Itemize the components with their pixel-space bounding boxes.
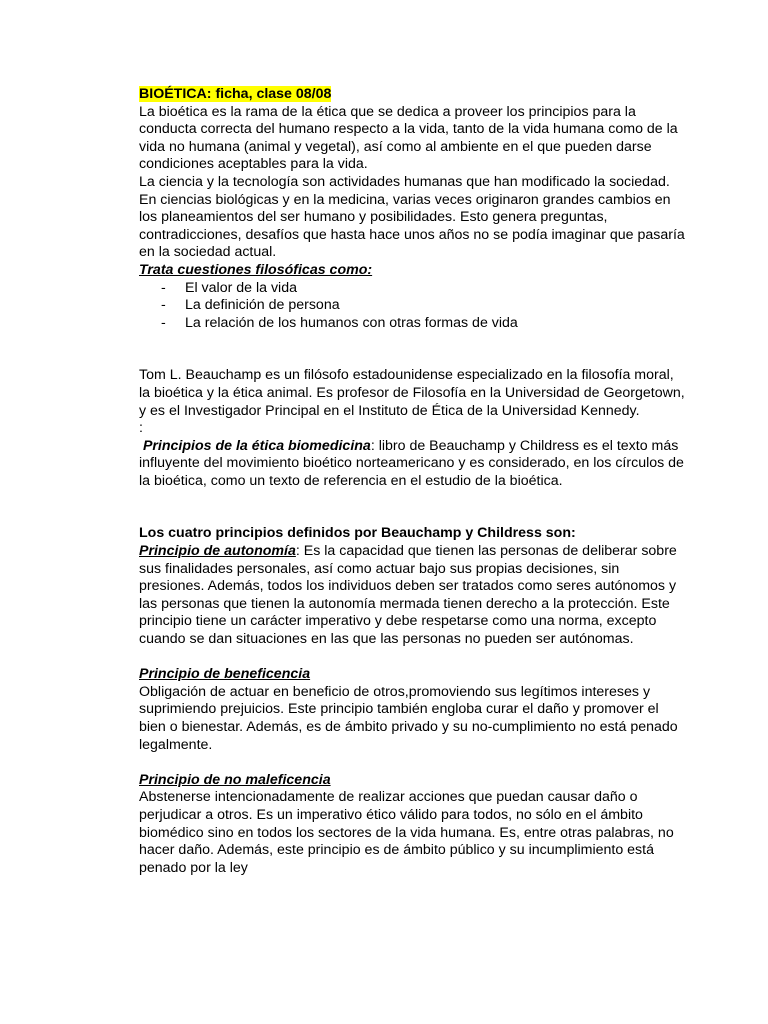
principle-non-maleficence-title: Principio de no maleficencia [139, 771, 331, 788]
principle-autonomy-text: : Es la capacidad que tienen las personas de deliberar sobre sus finalidades personales, así como actuar bajo sus propias decisiones, sin presiones. Además, todos los individuos deben ser tratados como seres autónomos y las personas que tienen la autonomía mermada tienen derecho a la protección. Este principio tiene un carácter imperativo y debe respetarse como una norma, excepto cuando se dan situaciones en las que las personas no pueden ser autónomas. [139, 543, 677, 648]
principle-autonomy-title: Principio de autonomía [139, 543, 296, 560]
title-line [139, 86, 688, 104]
dash-bullet: - [161, 279, 166, 296]
principle-beneficence-text: Obligación de actuar en beneficio de otros,promoviendo sus legítimos intereses y suprimiendo prejuicios. Este principio también engloba curar el daño y promover el bien o bienestar. Además, es de ámbito privado y su no-cumplimiento no está penado legalmente. [139, 683, 678, 753]
book-text: : libro de Beauchamp y Childress es el texto más influyente del movimiento bioético norteamericano y es considerado, en los círculos de la bioética, como un texto de referencia en el estudio de la bioética. [139, 437, 684, 489]
intro-paragraph-2: La ciencia y la tecnología son actividades humanas que han modificado la sociedad. En ciencias biológicas y en la medicina, varias veces originaron grandes cambios en los planeamientos del ser humano y posibilidades. Esto genera preguntas, contradicciones, desafíos que hasta hace unos años no se podía imaginar que pasaría en la sociedad actual. [139, 173, 685, 261]
spacer [139, 754, 688, 772]
spacer [139, 332, 688, 367]
book-paragraph [139, 438, 688, 491]
list-item-text: La relación de los humanos con otras formas de vida [185, 314, 518, 331]
dash-bullet: - [161, 297, 166, 314]
list-item [139, 280, 688, 298]
intro-paragraph-1: La bioética es la rama de la ética que se dedica a proveer los principios para la conducta correcta del humano respecto a la vida, tanto de la vida humana como de la vida no humana (animal y vegetal), así como al ambiente en el que pueden darse condiciones aceptables para la vida. [139, 103, 678, 173]
principles-heading: Los cuatro principios definidos por Beauchamp y Childress son: [139, 525, 576, 542]
principle-autonomy [139, 543, 688, 649]
principle-non-maleficence-text: Abstenerse intencionadamente de realizar acciones que puedan causar daño o perjudicar a otros. Es un imperativo ético válido para todos, no sólo en el ámbito biomédico sino en todos los sectores de la vida humana. Es, entre otras palabras, no hacer daño. Además, este principio es de ámbito público y su incumplimiento está penado por la ley [139, 789, 674, 876]
questions-heading: Trata cuestiones filosóficas como: [139, 261, 373, 278]
list-item [139, 297, 688, 315]
book-title: Principios de la ética biomedicina [142, 437, 371, 454]
spacer [139, 649, 688, 667]
list-item [139, 315, 688, 333]
list-item-text: La definición de persona [185, 297, 340, 314]
stray-colon: : [139, 420, 143, 437]
dash-bullet: - [161, 314, 166, 331]
document-title: BIOÉTICA: ficha, clase 08/08 [139, 86, 332, 102]
questions-list [139, 280, 688, 333]
spacer [139, 490, 688, 525]
principle-beneficence-title: Principio de beneficencia [139, 666, 311, 683]
list-item-text: El valor de la vida [185, 279, 297, 296]
beauchamp-paragraph: Tom L. Beauchamp es un filósofo estadounidense especializado en la filosofía moral, la bioética y la ética animal. Es profesor de Filosofía en la Universidad de Georgetown, y es el Investigador Principal en el Instituto de Ética de la Universidad Kennedy. [139, 367, 685, 419]
